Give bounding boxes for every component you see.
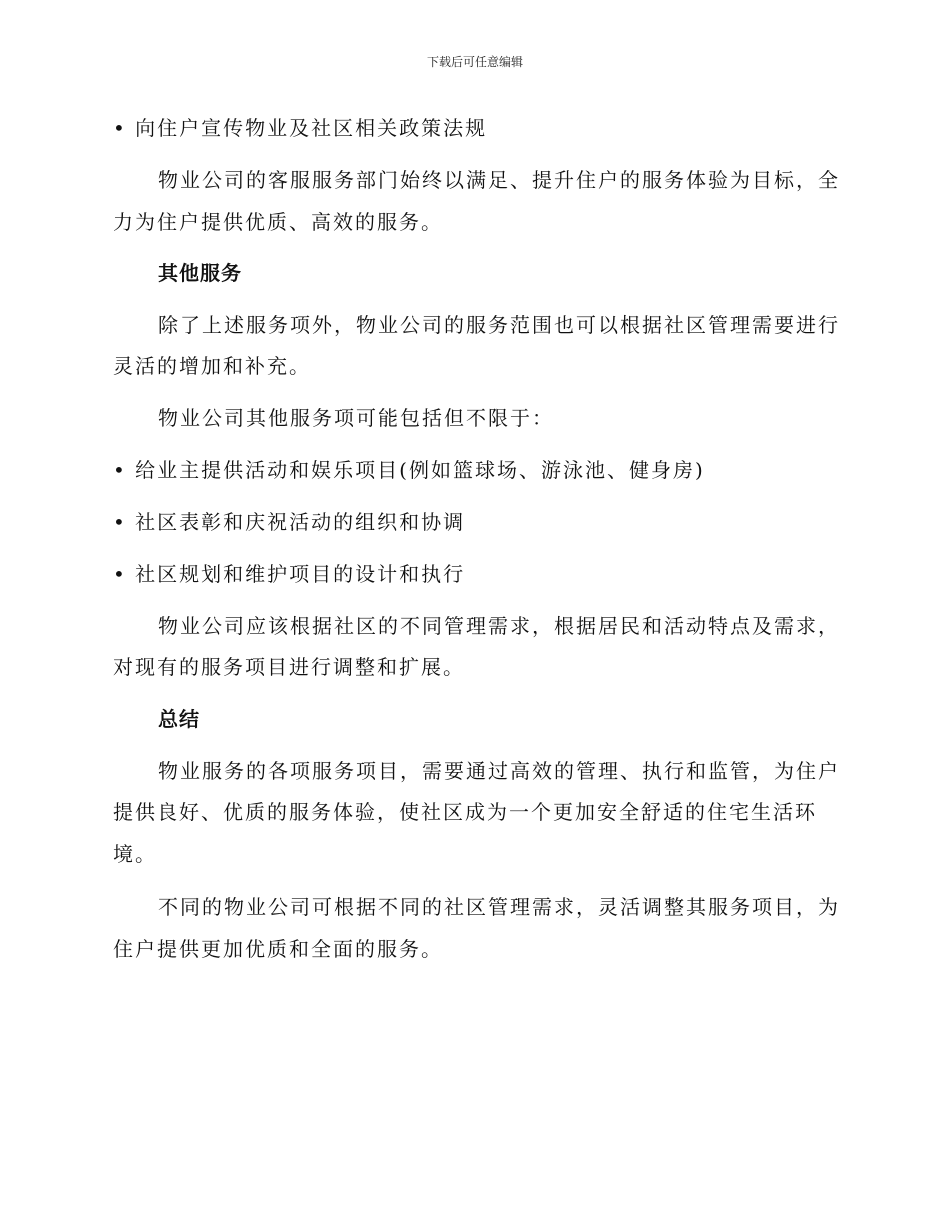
paragraph-line: 除了上述服务项外，物业公司的服务范围也可以根据社区管理需要进行 xyxy=(158,313,840,337)
paragraph-line: 物业公司的客服服务部门始终以满足、提升住户的服务体验为目标，全 xyxy=(158,168,840,192)
section-heading-other-services: 其他服务 xyxy=(158,261,242,285)
paragraph-line: 境。 xyxy=(113,842,157,866)
paragraph-line: 提供良好、优质的服务体验，使社区成为一个更加安全舒适的住宅生活环 xyxy=(113,800,817,824)
paragraph-line: 住户提供更加优质和全面的服务。 xyxy=(113,937,443,961)
page-header: 下载后可任意编辑 xyxy=(426,55,523,69)
paragraph-line: 对现有的服务项目进行调整和扩展。 xyxy=(113,655,465,679)
paragraph-line: 不同的物业公司可根据不同的社区管理需求，灵活调整其服务项目，为 xyxy=(158,895,840,919)
paragraph-line: 灵活的增加和补充。 xyxy=(113,354,311,378)
bullet-item: • 社区表彰和庆祝活动的组织和协调 xyxy=(113,510,466,534)
bullet-item: • 向住户宣传物业及社区相关政策法规 xyxy=(113,116,488,140)
paragraph-line: 力为住户提供优质、高效的服务。 xyxy=(113,210,443,234)
section-heading-summary: 总结 xyxy=(158,707,200,731)
paragraph-line: 物业公司其他服务项可能包括但不限于： xyxy=(158,406,554,430)
bullet-item: • 社区规划和维护项目的设计和执行 xyxy=(113,562,466,586)
paragraph-line: 物业公司应该根据社区的不同管理需求，根据居民和活动特点及需求， xyxy=(158,614,840,638)
bullet-item: • 给业主提供活动和娱乐项目(例如篮球场、游泳池、健身房) xyxy=(113,458,705,482)
paragraph-line: 物业服务的各项服务项目，需要通过高效的管理、执行和监管，为住户 xyxy=(158,759,840,783)
